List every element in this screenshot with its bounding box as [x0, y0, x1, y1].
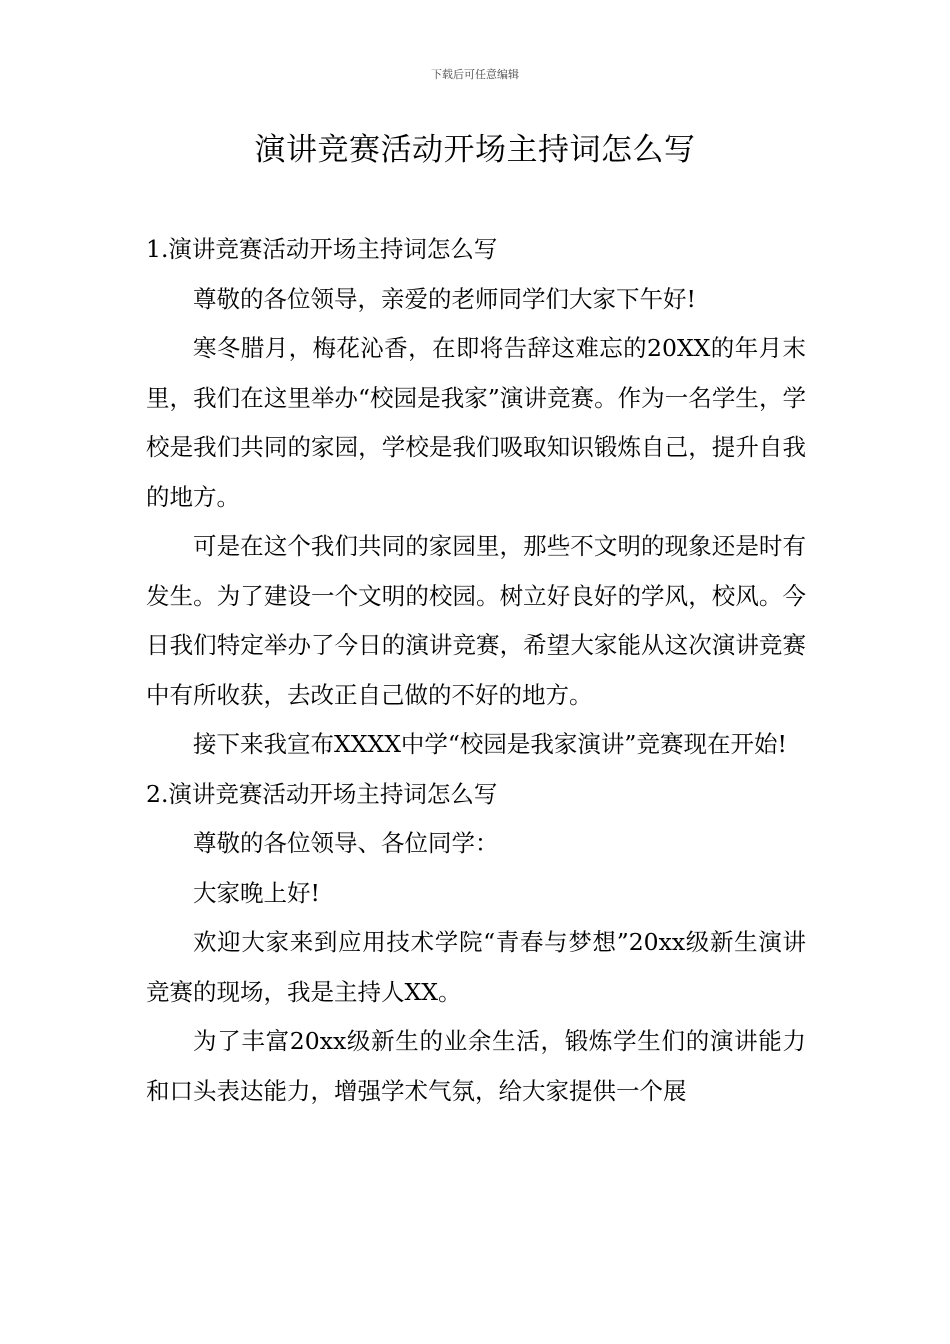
paragraph: 尊敬的各位领导、各位同学： [193, 829, 499, 857]
paragraph: 接下来我宣布XXXX中学“校园是我家演讲”竞赛现在开始! [193, 730, 787, 758]
paragraph: 尊敬的各位领导，亲爱的老师同学们大家下午好! [193, 284, 696, 313]
section-heading-2: 2.演讲竞赛活动开场主持词怎么写 [146, 779, 498, 808]
paragraph: 欢迎大家来到应用技术学院“青春与梦想”20xx级新生演讲竞赛的现场，我是主持人XX。 [146, 928, 806, 1006]
document-body [146, 225, 806, 1116]
paragraph: 大家晚上好! [193, 878, 320, 907]
section-heading-1: 1.演讲竞赛活动开场主持词怎么写 [146, 235, 498, 263]
paragraph: 可是在这个我们共同的家园里，那些不文明的现象还是时有发生。为了建设一个文明的校园。树立好良好的学风，校风。今日我们特定举办了今日的演讲竞赛，希望大家能从这次演讲竞赛中有所收获，去改正自己做的不好的地方。 [146, 532, 806, 709]
paragraph: 为了丰富20xx级新生的业余生活，锻炼学生们的演讲能力和口头表达能力，增强学术气氛，给大家提供一个展 [146, 1027, 806, 1105]
header-note: 下载后可任意编辑 [431, 68, 519, 81]
document-title: 演讲竞赛活动开场主持词怎么写 [254, 132, 696, 168]
paragraph: 寒冬腊月，梅花沁香，在即将告辞这难忘的20XX的年月末里，我们在这里举办“校园是我家”演讲竞赛。作为一名学生，学校是我们共同的家园，学校是我们吸取知识锻炼自己，提升自我的地方。 [146, 334, 806, 511]
